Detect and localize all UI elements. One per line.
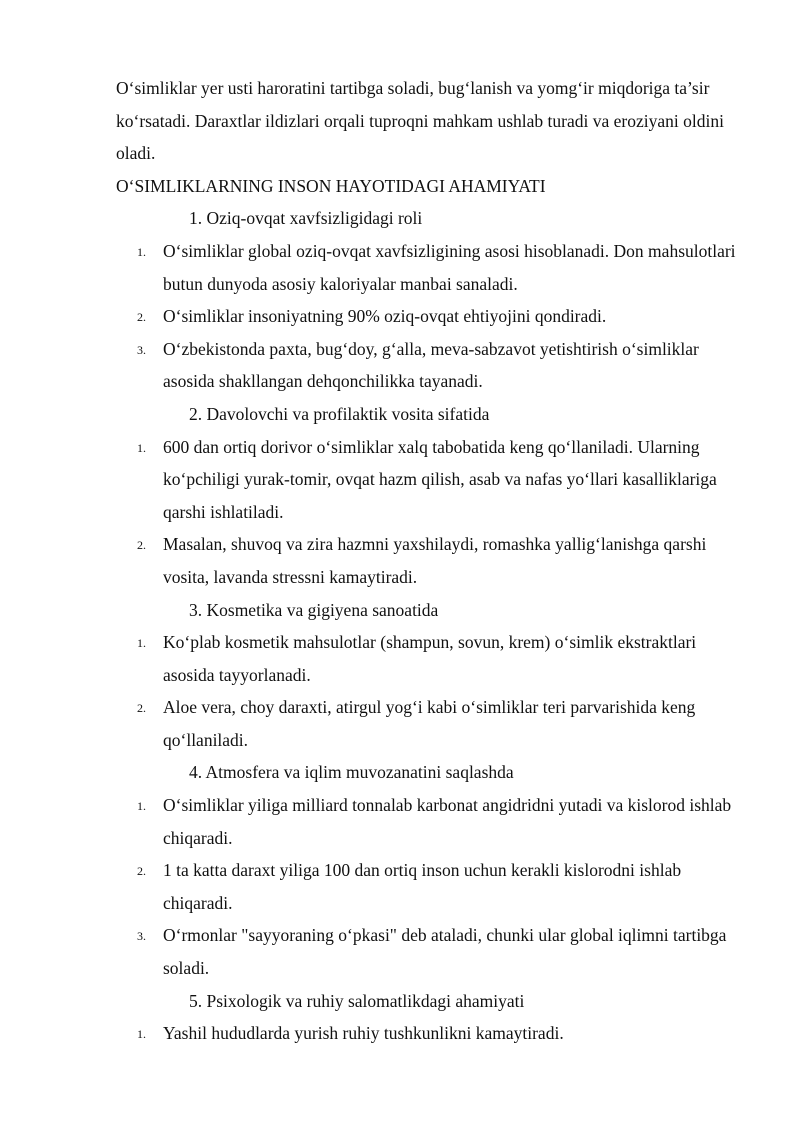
list-item [116, 333, 743, 398]
list-item-text: O‘simliklar yiliga milliard tonnalab karbonat angidridni yutadi va kislorod ishlab chiqaradi. [163, 795, 732, 848]
numbered-list [116, 626, 740, 756]
list-item [116, 626, 743, 691]
list-number: 2. [137, 864, 146, 879]
list-item-text: Aloe vera, choy daraxti, atirgul yog‘i kabi o‘simliklar teri parvarishida keng qo‘llaniladi. [163, 697, 696, 750]
subsection-title: 2. Davolovchi va profilaktik vosita sifatida [189, 403, 490, 424]
list-number: 2. [137, 310, 146, 325]
list-number: 3. [137, 929, 146, 944]
list-item-text: Ko‘plab kosmetik mahsulotlar (shampun, sovun, krem) o‘simlik ekstraktlari asosida tayyorlanadi. [163, 632, 697, 685]
list-item [116, 235, 743, 300]
list-number: 2. [137, 701, 146, 716]
list-item [116, 1017, 743, 1050]
list-item-text: 1 ta katta daraxt yiliga 100 dan ortiq inson uchun kerakli kislorodni ishlab chiqaradi. [163, 860, 682, 913]
list-item-text: O‘zbekistonda paxta, bug‘doy, g‘alla, meva-sabzavot yetishtirish o‘simliklar asosida shakllangan dehqonchilikka tayanadi. [163, 338, 699, 392]
list-number: 1. [137, 244, 146, 259]
list-item [116, 789, 743, 854]
subsection-title: 5. Psixologik va ruhiy salomatlikdagi ahamiyati [189, 990, 525, 1011]
list-number: 1. [137, 440, 146, 455]
list-number: 2. [137, 538, 146, 553]
list-item-text: Masalan, shuvoq va zira hazmni yaxshilaydi, romashka yallig‘lanishga qarshi vosita, lavanda stressni kamaytiradi. [163, 534, 707, 587]
list-number: 1. [137, 636, 146, 651]
list-number: 3. [137, 342, 146, 357]
list-item [116, 691, 743, 756]
list-item-text: O‘simliklar global oziq-ovqat xavfsizligining asosi hisoblanadi. Don mahsulotlari butun dunyoda asosiy kaloriyalar manbai sanaladi. [163, 240, 736, 294]
list-number: 1. [137, 1027, 146, 1042]
subsection-title: 4. Atmosfera va iqlim muvozanatini saqlashda [189, 762, 514, 783]
numbered-list [116, 431, 740, 594]
list-item-text: O‘simliklar insoniyatning 90% oziq-ovqat ehtiyojini qondiradi. [163, 306, 607, 327]
list-number: 1. [137, 799, 146, 814]
intro-paragraph: O‘simliklar yer usti haroratini tartibga soladi, bug‘lanish va yomg‘ir miqdoriga ta’sir ko‘rsatadi. Daraxtlar ildizlari orqali tuproqni mahkam ushlab turadi va eroziyani oldini oladi. [116, 78, 724, 164]
list-item [116, 431, 743, 529]
list-item-text: O‘rmonlar "sayyoraning o‘pkasi" deb ataladi, chunki ular global iqlimni tartibga soladi. [163, 925, 727, 979]
list-item-text: 600 dan ortiq dorivor o‘simliklar xalq tabobatida keng qo‘llaniladi. Ularning ko‘pchiligi yurak-tomir, ovqat hazm qilish, asab va nafas yo‘llari kasalliklariga qarshi ishlatiladi. [163, 436, 717, 522]
list-item [116, 854, 743, 919]
list-item [116, 919, 743, 984]
subsection-title: 3. Kosmetika va gigiyena sanoatida [189, 599, 439, 620]
numbered-list [116, 1017, 740, 1050]
list-item [116, 300, 743, 333]
list-item-text: Yashil hududlarda yurish ruhiy tushkunlikni kamaytiradi. [163, 1023, 564, 1044]
subsection-title: 1. Oziq-ovqat xavfsizligidagi roli [189, 208, 423, 229]
list-item [116, 528, 743, 593]
numbered-list [116, 235, 740, 398]
numbered-list [116, 789, 740, 985]
section-heading: O‘SIMLIKLARNING INSON HAYOTIDAGI AHAMIYATI [116, 175, 546, 196]
